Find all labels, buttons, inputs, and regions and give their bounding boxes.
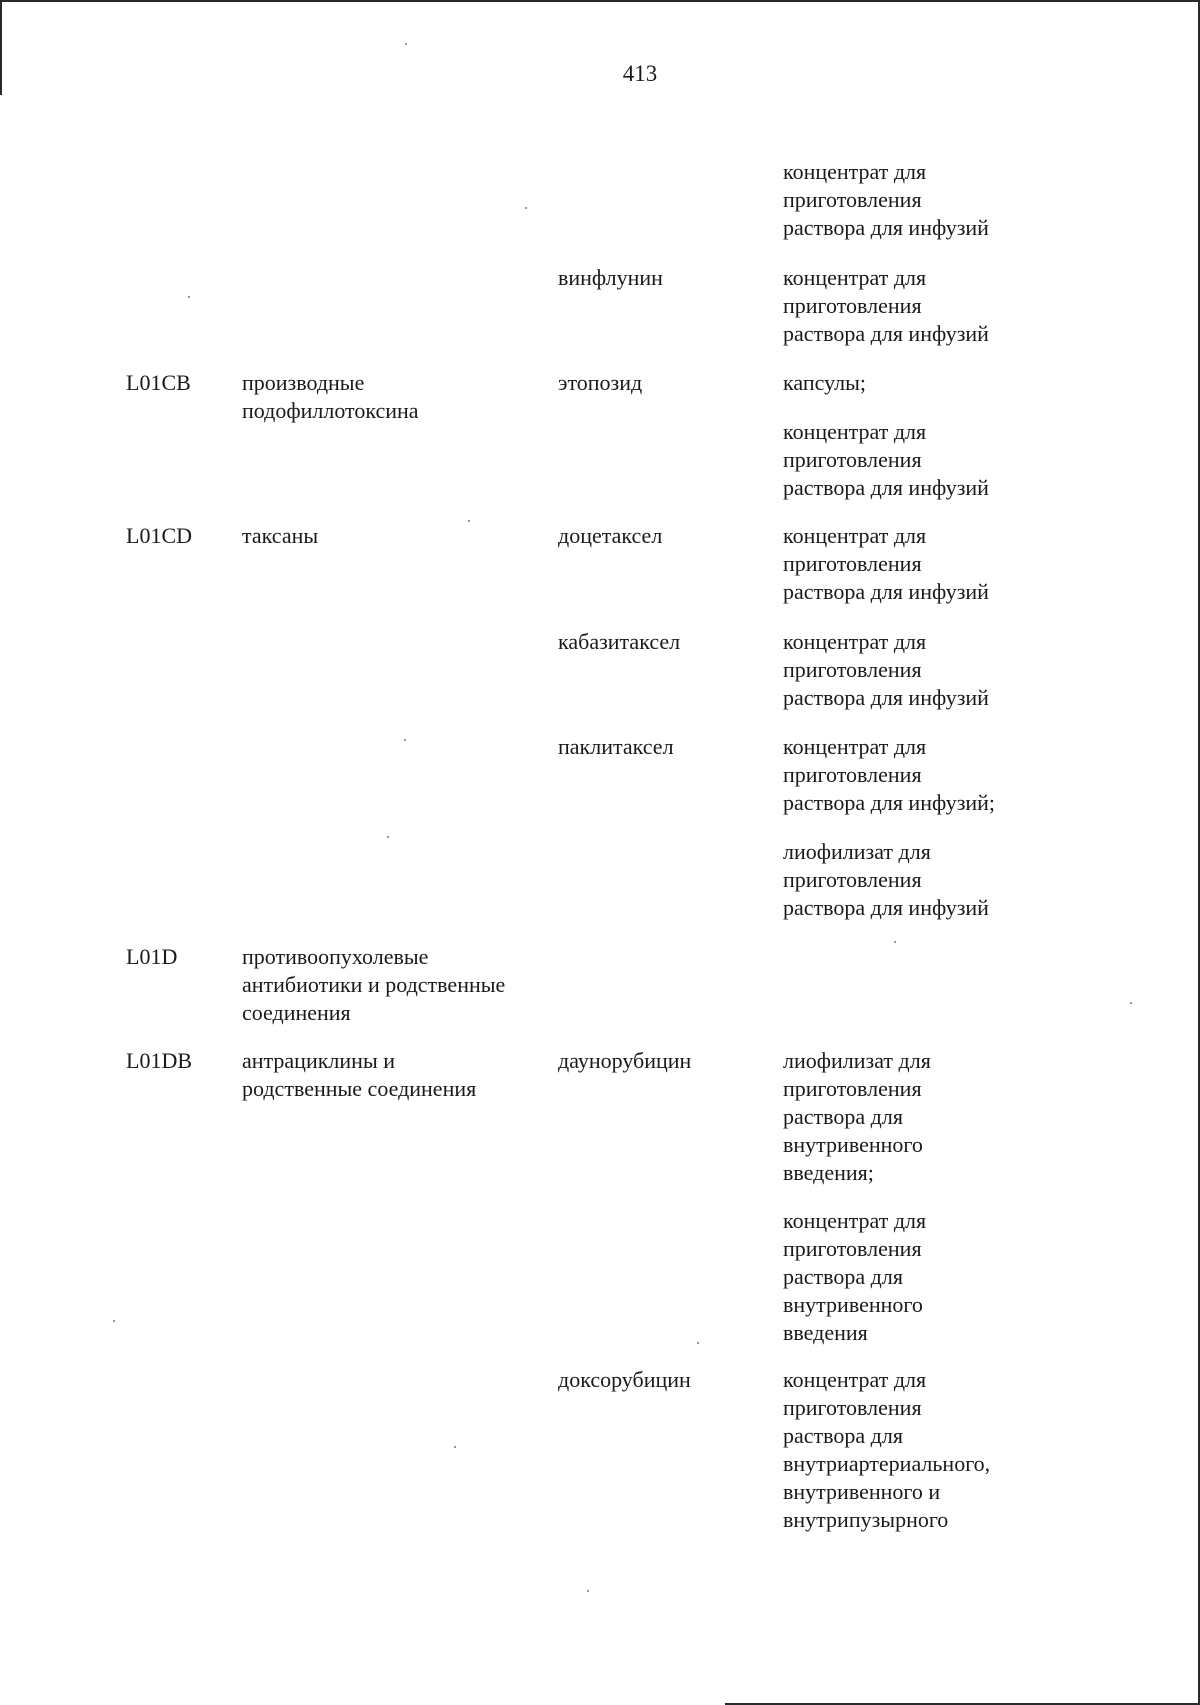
- page-number: 413: [622, 61, 658, 86]
- scan-speck: [525, 207, 527, 209]
- scan-speck: [587, 1590, 589, 1592]
- pharmacological-group: таксаны: [242, 523, 319, 548]
- scan-speck: [405, 43, 407, 45]
- scan-speck: [894, 941, 896, 943]
- drug-name: этопозид: [558, 370, 643, 395]
- drug-name: доцетаксел: [558, 523, 663, 548]
- scan-speck: [188, 296, 190, 298]
- drug-name: кабазитаксел: [558, 629, 681, 654]
- scan-speck: [113, 1320, 115, 1322]
- scan-speck: [697, 1342, 699, 1344]
- dosage-form: концентрат для приготовления раствора для инфузий: [783, 629, 989, 710]
- atc-code: L01DB: [126, 1048, 192, 1073]
- scan-speck: [387, 836, 389, 838]
- pharmacological-group: противоопухолевые антибиотики и родственные соединения: [242, 944, 506, 1025]
- dosage-form: концентрат для приготовления раствора для инфузий;: [783, 734, 996, 815]
- dosage-form: концентрат для приготовления раствора для внутривенного введения: [783, 1208, 927, 1345]
- pharmacological-group: антрациклины и родственные соединения: [242, 1048, 477, 1101]
- drug-name: винфлунин: [558, 265, 663, 290]
- dosage-form: концентрат для приготовления раствора для инфузий: [783, 265, 989, 346]
- dosage-form: капсулы;: [783, 370, 866, 395]
- scan-speck: [1130, 1002, 1132, 1004]
- scan-speck: [468, 520, 470, 522]
- drug-name: даунорубицин: [558, 1048, 692, 1073]
- atc-code: L01D: [126, 944, 178, 969]
- scan-speck: [404, 739, 406, 741]
- dosage-form: концентрат для приготовления раствора для инфузий: [783, 159, 989, 240]
- dosage-form: лиофилизат для приготовления раствора для внутривенного введения;: [783, 1048, 931, 1185]
- atc-code: L01CD: [126, 523, 192, 548]
- dosage-form: лиофилизат для приготовления раствора для инфузий: [783, 839, 989, 920]
- scan-speck: [454, 1446, 456, 1448]
- scan-border-top: [0, 0, 1200, 2]
- dosage-form: концентрат для приготовления раствора для инфузий: [783, 419, 989, 500]
- drug-name: паклитаксел: [558, 734, 674, 759]
- pharmacological-group: производные подофиллотоксина: [242, 370, 419, 423]
- drug-name: доксорубицин: [558, 1367, 691, 1392]
- dosage-form: концентрат для приготовления раствора для внутриартериального, внутривенного и внутрипузырного: [783, 1367, 991, 1532]
- dosage-form: концентрат для приготовления раствора для инфузий: [783, 523, 989, 604]
- atc-code: L01CB: [126, 370, 191, 395]
